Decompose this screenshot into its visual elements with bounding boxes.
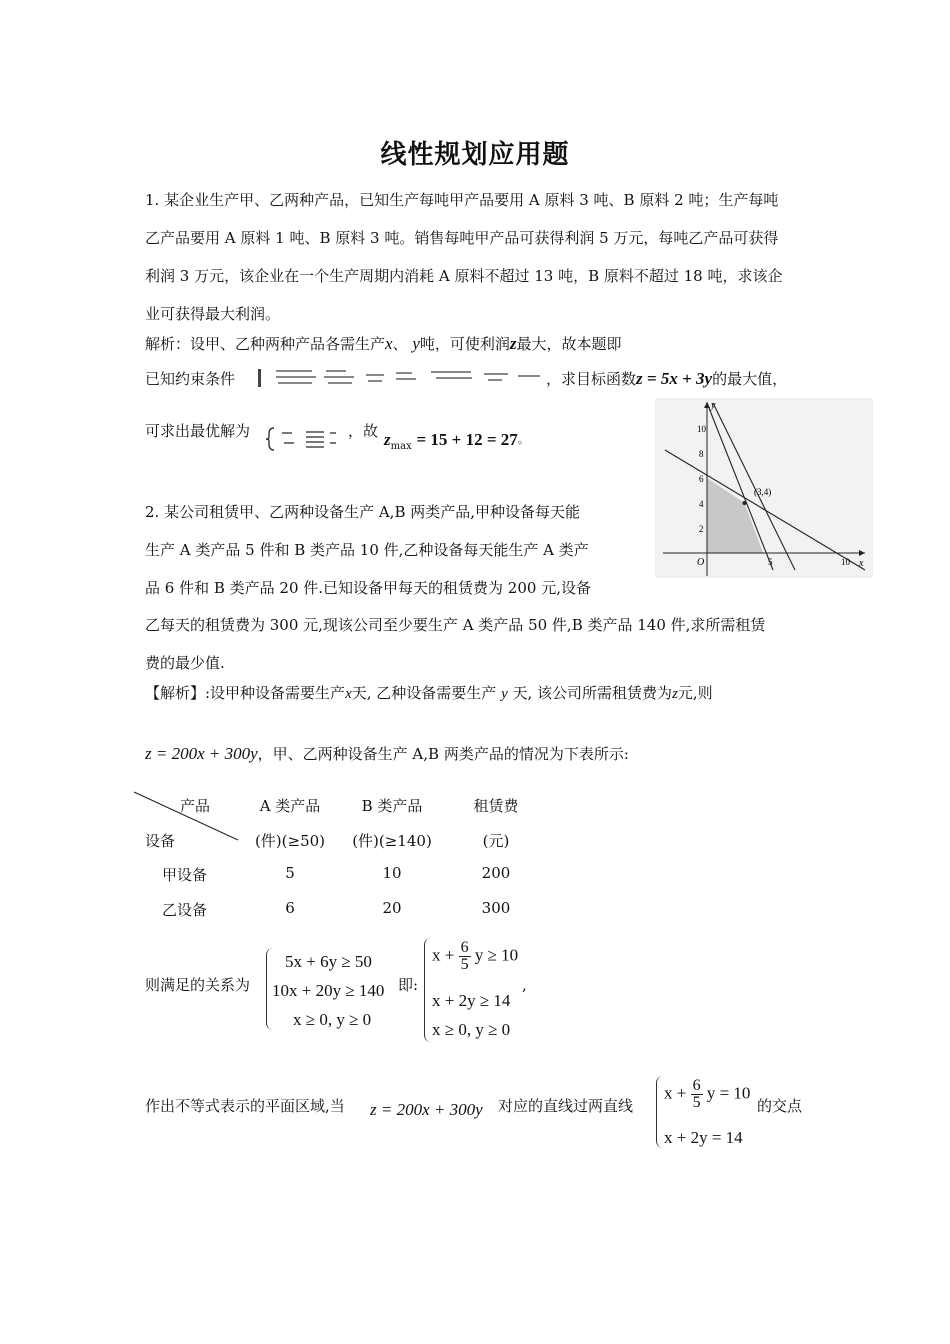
x-tick-10: 10 <box>841 557 850 567</box>
y-tick-8: 8 <box>699 449 704 459</box>
problem2-line-4: 乙每天的租赁费为 300 元,现该公司至少要生产 A 类产品 50 件,B 类产品 140 件,求所需租赁 <box>145 616 766 634</box>
optimal-solution-image <box>266 426 346 452</box>
y-tick-6: 6 <box>699 474 704 484</box>
relation-prefix: 则满足的关系为 <box>145 976 251 994</box>
fraction-denominator: 5 <box>460 956 469 973</box>
table-row-2-a: 6 <box>285 899 295 917</box>
system1-row-1: 5x + 6y ≥ 50 <box>285 952 372 971</box>
optimal-mid: ，故 <box>348 422 379 440</box>
table-header-cost: 租赁费 <box>473 797 519 815</box>
constraint-suffix: ，求目标函数 <box>546 370 637 388</box>
final-formula <box>370 1100 483 1120</box>
problem2-line-2: 生产 A 类产品 5 件和 B 类产品 10 件,乙种设备每天能生产 A 类产 <box>145 541 589 559</box>
system2-row-2: x + 2y ≥ 14 <box>432 991 511 1010</box>
table-row-2-name: 乙设备 <box>162 901 208 919</box>
separator: 、 <box>392 335 408 353</box>
optimal-label: 可求出最优解为 <box>145 422 251 440</box>
objective-line <box>546 369 787 389</box>
analysis-mid: 吨，可使利润 <box>419 335 510 353</box>
zmax-value: = 15 + 12 = 27 <box>416 430 518 449</box>
table-subheader-a: (件)(≥50) <box>254 832 326 850</box>
cost-tail: ，甲、乙两种设备生产 A,B 两类产品的情况为下表所示: <box>257 745 629 763</box>
var-z: z <box>509 334 517 353</box>
problem1-line-4: 业可获得最大利润。 <box>145 305 281 323</box>
table-row-1-a: 5 <box>285 864 295 882</box>
objective-formula: z = 5x + 3y <box>636 369 713 388</box>
p2-var-z: z <box>672 686 678 702</box>
p2-analysis-mid2: 天, 该公司所需租赁费为 <box>512 684 673 702</box>
zmax-sub: max <box>390 441 412 452</box>
problem1-line-1: 1. 某企业生产甲、乙两种产品，已知生产每吨甲产品要用 A 原料 3 吨、B 原料 2 吨；生产每吨 <box>145 191 779 209</box>
y-tick-4: 4 <box>699 499 704 509</box>
p2-var-y: y <box>501 686 508 702</box>
system2-row-1-post: y ≥ 10 <box>474 945 519 965</box>
final-prefix: 作出不等式表示的平面区域,当 <box>145 1097 345 1115</box>
problem2-line-3: 品 6 件和 B 类产品 20 件.已知设备甲每天的租赁费为 200 元,设备 <box>145 579 591 597</box>
analysis-prefix: 解析：设甲、乙种两种产品各需生产 <box>145 335 386 353</box>
table-header-b: B 类产品 <box>361 797 423 815</box>
y-tick-2: 2 <box>699 524 704 534</box>
system3-brace <box>656 1076 663 1148</box>
p2-analysis-prefix: 【解析】:设甲种设备需要生产 <box>145 684 346 702</box>
fraction-6-5 <box>459 940 471 973</box>
origin-label: O <box>697 557 705 568</box>
point-label: (3,4) <box>754 487 772 497</box>
problem1-analysis <box>145 334 622 354</box>
fraction-b-numerator: 6 <box>692 1077 701 1094</box>
system3-row-1 <box>664 1078 750 1111</box>
constraint-system-image <box>256 366 546 390</box>
fraction-b-denominator: 5 <box>692 1094 701 1111</box>
optimal-point <box>743 501 747 505</box>
p2-analysis-mid1: 天, 乙种设备需要生产 <box>351 684 497 702</box>
final-formula-text: z = 200x + 300y <box>370 1100 483 1119</box>
var-y: y <box>412 334 420 353</box>
table-row-1-cost: 200 <box>481 864 511 882</box>
zmax-line <box>348 421 378 441</box>
system1-row-3: x ≥ 0, y ≥ 0 <box>293 1010 372 1029</box>
zmax-expression <box>384 430 529 457</box>
table-row-2-b: 20 <box>382 899 402 917</box>
x-tick-5: 5 <box>768 557 773 567</box>
cost-formula: z = 200x + 300y <box>145 744 258 763</box>
zmax-end: 。 <box>517 433 529 446</box>
y-axis-label: y <box>711 400 716 411</box>
cost-line <box>145 744 629 764</box>
fraction-numerator: 6 <box>460 939 469 956</box>
table-header-a: A 类产品 <box>259 797 321 815</box>
problem1-line-2: 乙产品要用 A 原料 1 吨、B 原料 3 吨。销售每吨甲产品可获得利润 5 万元，每吨乙产品可获得 <box>145 229 779 247</box>
table-subheader-cost: (元) <box>482 832 510 850</box>
objective-tail: 的最大值， <box>712 370 788 388</box>
fraction-6-5-b <box>691 1078 703 1111</box>
table-subheader-b: (件)(≥140) <box>352 832 432 850</box>
system2-row-1 <box>432 940 518 973</box>
final-suffix: 的交点 <box>757 1097 803 1115</box>
system1-row-2: 10x + 20y ≥ 140 <box>272 981 385 1000</box>
problem1-line-3: 利润 3 万元，该企业在一个生产周期内消耗 A 原料不超过 13 吨，B 原料不超过 18 吨，求该企 <box>145 267 783 285</box>
table-corner-top: 产品 <box>180 797 211 815</box>
table-row-1-name: 甲设备 <box>162 866 208 884</box>
system2-brace <box>424 938 431 1042</box>
system3-row-1-pre: x + <box>664 1083 687 1103</box>
feasible-region-graph <box>655 398 873 578</box>
final-mid: 对应的直线过两直线 <box>498 1097 634 1115</box>
relation-mid: 即: <box>398 976 419 994</box>
x-axis-label: x <box>859 558 864 569</box>
p2-analysis-suffix: 元,则 <box>677 684 713 702</box>
table-corner-bottom: 设备 <box>145 832 176 850</box>
p2-var-x: x <box>345 686 352 702</box>
table-row-1-b: 10 <box>382 864 402 882</box>
analysis-suffix: 最大，故本题即 <box>516 335 622 353</box>
problem2-line-1: 2. 某公司租赁甲、乙两种设备生产 A,B 两类产品,甲种设备每天能 <box>145 503 581 521</box>
table-row-2-cost: 300 <box>481 899 511 917</box>
problem2-line-5: 费的最少值. <box>145 654 225 672</box>
system3-row-2: x + 2y = 14 <box>664 1128 743 1147</box>
system3-row-1-post: y = 10 <box>706 1083 751 1103</box>
system2-end: , <box>522 976 527 994</box>
zmax-z: z <box>384 430 391 449</box>
var-x: x <box>385 334 393 353</box>
page-title: 线性规划应用题 <box>380 140 570 170</box>
problem2-analysis <box>145 683 713 704</box>
constraint-label: 已知约束条件 <box>145 370 236 388</box>
y-tick-10: 10 <box>697 424 706 434</box>
system2-row-3: x ≥ 0, y ≥ 0 <box>432 1020 511 1039</box>
system2-row-1-pre: x + <box>432 945 455 965</box>
